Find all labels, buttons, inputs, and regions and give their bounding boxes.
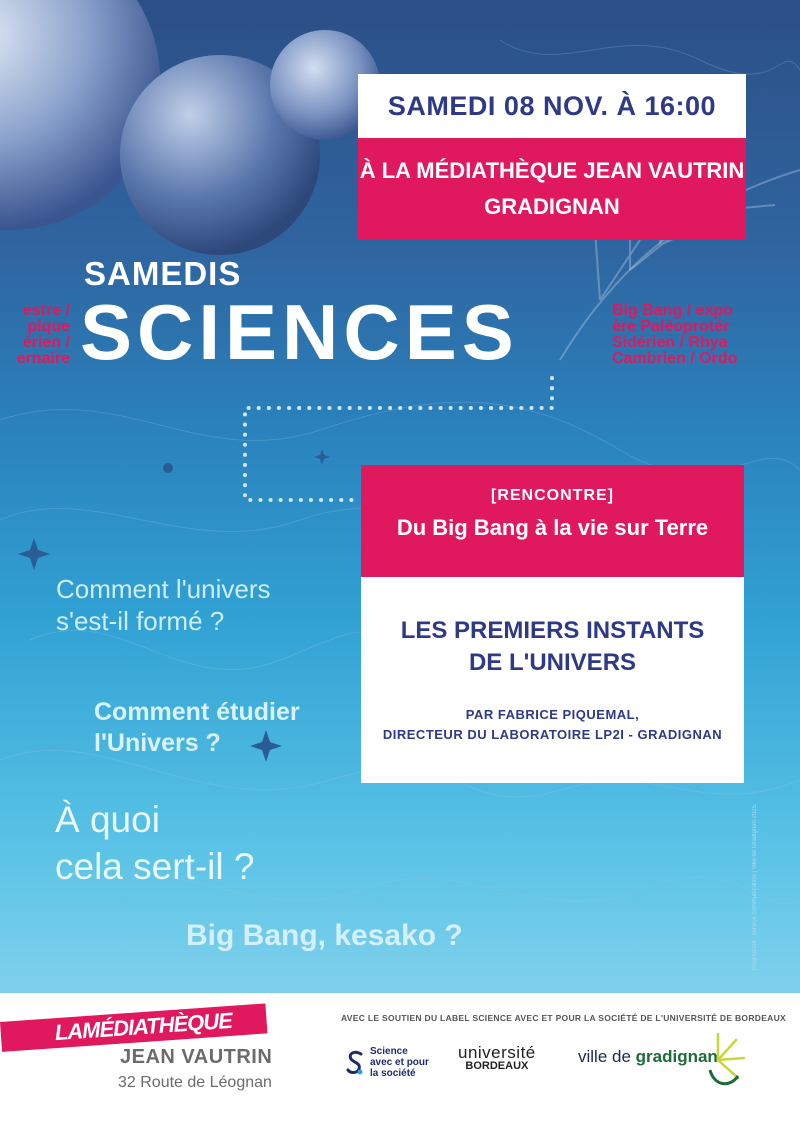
credit-line: Réalisation : service communication | Ville de Gradignan 2025. xyxy=(752,803,758,970)
sunburst-icon xyxy=(708,1030,748,1090)
event-venue-line2: GRADIGNAN xyxy=(484,194,620,219)
science-societe-text xyxy=(370,1046,429,1079)
question-1-line2: s'est-il formé ? xyxy=(56,605,225,636)
question-3-line1: À quoi xyxy=(55,799,160,840)
ub-line2: BORDEAUX xyxy=(465,1060,529,1072)
event-title xyxy=(361,577,744,679)
support-text: AVEC LE SOUTIEN DU LABEL SCIENCE AVEC ET POUR LA SOCIÉTÉ DE L'UNIVERSITÉ DE BORDEAUX xyxy=(341,1013,787,1023)
event-speaker xyxy=(361,705,744,745)
sas-line1: Science xyxy=(370,1046,408,1057)
question-1 xyxy=(56,574,270,637)
event-date-time: SAMEDI 08 NOV. À 16:00 xyxy=(358,74,746,138)
science-s-icon xyxy=(346,1050,364,1076)
question-2-line2: l'Univers ? xyxy=(94,728,221,757)
vg-name: gradignan xyxy=(635,1047,718,1066)
ub-line1: université xyxy=(458,1043,536,1062)
ticker-left: estre / pique érien / ernaire xyxy=(16,303,70,367)
event-card-body xyxy=(361,577,744,783)
series-title-small: SAMEDIS xyxy=(84,255,242,292)
event-speaker-line2: DIRECTEUR DU LABORATOIRE LP2I - GRADIGNAN xyxy=(382,727,723,742)
vg-prefix: ville de xyxy=(578,1047,636,1066)
event-speaker-line1: PAR FABRICE PIQUEMAL, xyxy=(465,707,640,722)
event-theme: Du Big Bang à la vie sur Terre xyxy=(396,515,709,540)
event-card xyxy=(361,465,744,783)
event-title-line2: DE L'UNIVERS xyxy=(468,649,637,676)
universite-bordeaux-logo xyxy=(458,1043,536,1072)
question-4: Big Bang, kesako ? xyxy=(186,919,463,952)
ville-gradignan-logo xyxy=(578,1047,718,1067)
event-card-header xyxy=(361,465,744,577)
event-tag: [RENCONTRE] xyxy=(491,487,614,504)
mediatheque-address: 32 Route de Léognan xyxy=(118,1074,272,1091)
sas-line3: la société xyxy=(370,1068,416,1079)
event-title-line1: LES PREMIERS INSTANTS xyxy=(400,617,705,644)
question-3 xyxy=(55,797,254,891)
series-title-big: SCIENCES xyxy=(80,288,519,376)
ticker-right: Big Bang / expo ère Paléoprotér Sidérien / Rhya Cambrien / Ordo xyxy=(612,303,738,367)
sas-line2: avec et pour xyxy=(370,1057,429,1068)
science-societe-logo xyxy=(346,1046,429,1079)
question-2 xyxy=(94,697,300,758)
question-1-line1: Comment l'univers xyxy=(56,574,271,604)
event-venue xyxy=(358,138,746,240)
mediatheque-name: JEAN VAUTRIN xyxy=(120,1046,273,1068)
date-card xyxy=(358,74,746,240)
question-2-line1: Comment étudier xyxy=(94,698,300,726)
event-venue-line1: À LA MÉDIATHÈQUE JEAN VAUTRIN xyxy=(359,158,745,183)
question-3-line2: cela sert-il ? xyxy=(55,845,255,887)
mediatheque-logo-word: LAMÉDIATHÈQUE xyxy=(54,1007,233,1046)
